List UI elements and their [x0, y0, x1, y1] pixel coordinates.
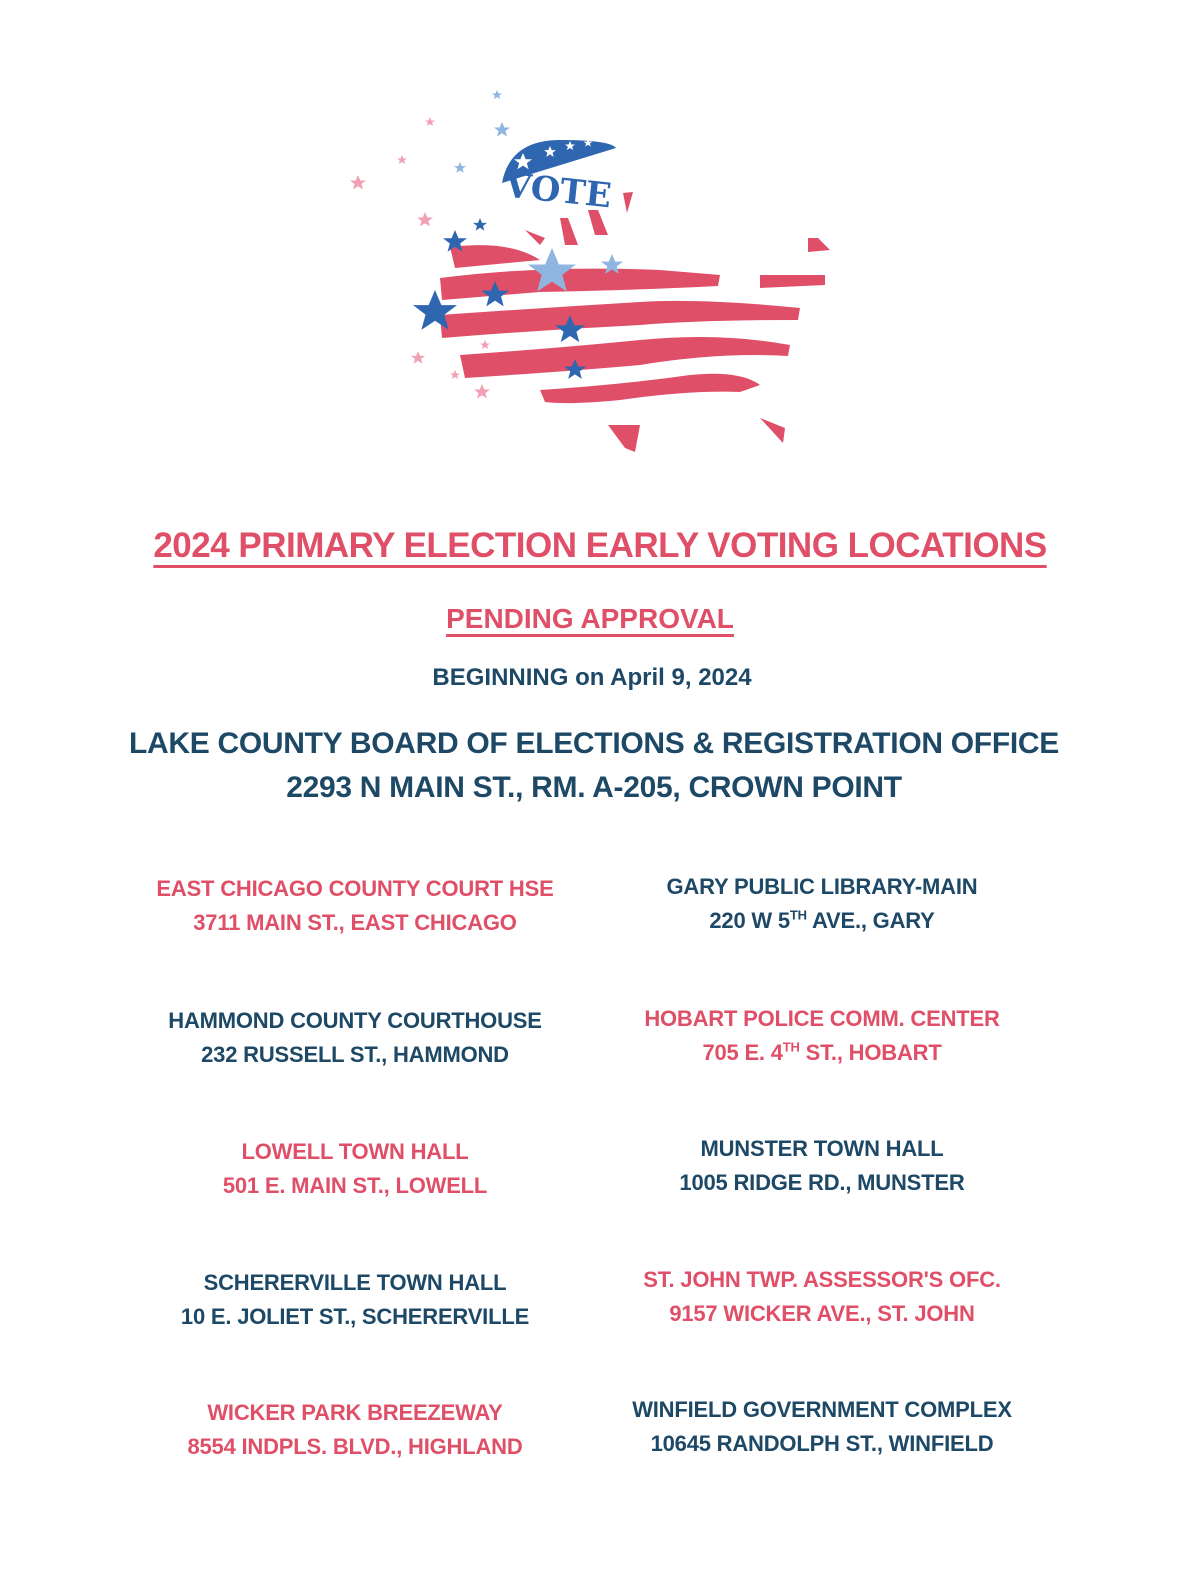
- location-address: [562, 1036, 1082, 1070]
- vote-text: VOTE: [502, 165, 614, 217]
- address-text: 1005 RIDGE RD., MUNSTER: [679, 1170, 965, 1195]
- location-name: EAST CHICAGO COUNTY COURT HSE: [156, 876, 554, 901]
- location-address: [562, 1297, 1082, 1331]
- vote-flag-map-logo: [340, 80, 840, 460]
- location-address: [95, 1038, 615, 1072]
- title-text: 2024 PRIMARY ELECTION EARLY VOTING LOCATIONS: [153, 526, 1047, 565]
- main-office-name: LAKE COUNTY BOARD OF ELECTIONS & REGISTRATION OFFICE: [129, 727, 1059, 760]
- ordinal-suffix: TH: [789, 907, 807, 923]
- location-item: [95, 1135, 615, 1203]
- pending-approval-notice: [0, 603, 1190, 635]
- location-name: ST. JOHN TWP. ASSESSOR'S OFC.: [643, 1267, 1001, 1292]
- address-text: 10645 RANDOLPH ST., WINFIELD: [650, 1431, 994, 1456]
- address-text: 8554 INDPLS. BLVD., HIGHLAND: [187, 1434, 523, 1459]
- address-text: 9157 WICKER AVE., ST. JOHN: [669, 1301, 975, 1326]
- location-name: WICKER PARK BREEZEWAY: [207, 1400, 503, 1425]
- location-name: HOBART POLICE COMM. CENTER: [644, 1006, 1000, 1031]
- subtitle-text: PENDING APPROVAL: [446, 603, 734, 634]
- location-item: [95, 872, 615, 940]
- location-item: [562, 1393, 1082, 1461]
- location-address: [95, 1169, 615, 1203]
- location-item: [95, 1004, 615, 1072]
- location-item: [95, 1266, 615, 1334]
- location-item: [562, 870, 1082, 938]
- location-address: [562, 1427, 1082, 1461]
- address-text: 501 E. MAIN ST., LOWELL: [222, 1173, 488, 1198]
- location-name: HAMMOND COUNTY COURTHOUSE: [168, 1008, 542, 1033]
- location-address: [562, 904, 1082, 938]
- location-item: [562, 1263, 1082, 1331]
- address-text: 3711 MAIN ST., EAST CHICAGO: [193, 910, 517, 935]
- address-text: 10 E. JOLIET ST., SCHERERVILLE: [180, 1304, 530, 1329]
- location-name: WINFIELD GOVERNMENT COMPLEX: [632, 1397, 1012, 1422]
- beginning-date: BEGINNING on April 9, 2024: [432, 664, 752, 691]
- location-address: [562, 1166, 1082, 1200]
- location-name: SCHERERVILLE TOWN HALL: [203, 1270, 507, 1295]
- address-text: 220 W 5: [709, 908, 790, 933]
- page-title: [0, 526, 1200, 566]
- address-text-end: ST., HOBART: [799, 1040, 942, 1065]
- location-item: [95, 1396, 615, 1464]
- location-address: [95, 1300, 615, 1334]
- location-item: [562, 1002, 1082, 1070]
- ordinal-suffix: TH: [782, 1039, 800, 1055]
- address-text: 232 RUSSELL ST., HAMMOND: [201, 1042, 509, 1067]
- location-name: LOWELL TOWN HALL: [241, 1139, 469, 1164]
- main-office-address: 2293 N MAIN ST., RM. A-205, CROWN POINT: [286, 771, 902, 804]
- location-address: [95, 906, 615, 940]
- address-text: 705 E. 4: [702, 1040, 783, 1065]
- address-text-end: AVE., GARY: [806, 908, 935, 933]
- location-item: [562, 1132, 1082, 1200]
- location-name: GARY PUBLIC LIBRARY-MAIN: [666, 874, 978, 899]
- location-name: MUNSTER TOWN HALL: [700, 1136, 944, 1161]
- location-address: [95, 1430, 615, 1464]
- main-office: [0, 722, 1194, 810]
